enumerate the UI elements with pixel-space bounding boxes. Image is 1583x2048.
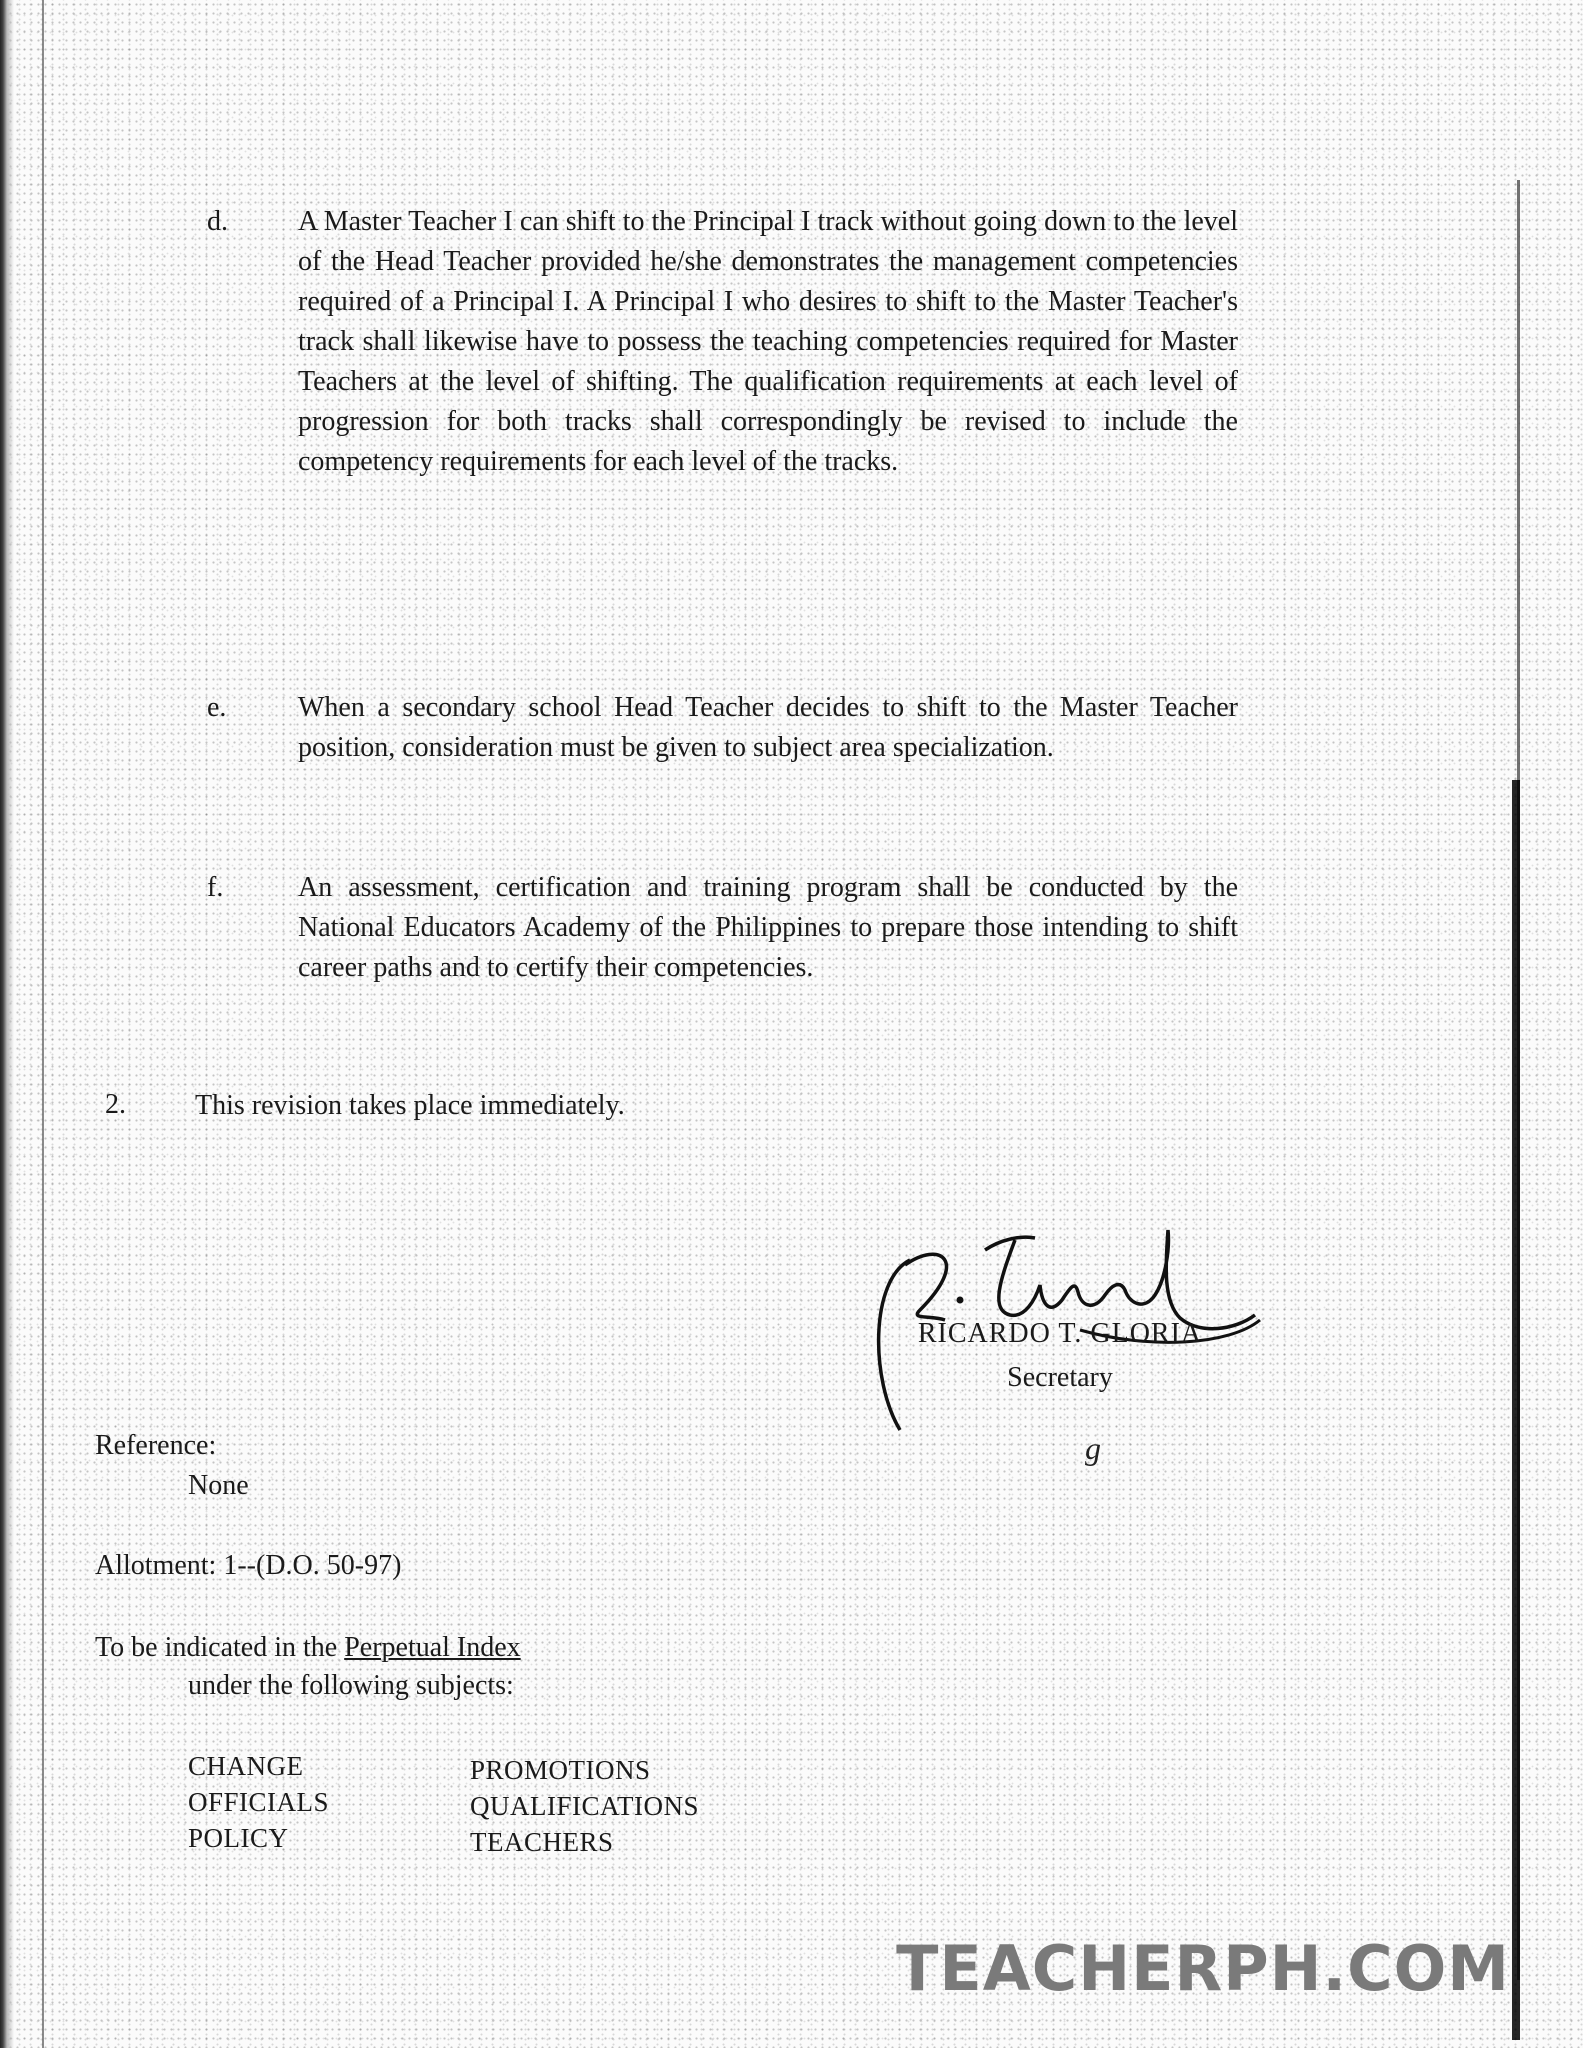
reference-value: None: [188, 1470, 249, 1501]
item-f-marker: f.: [207, 872, 224, 903]
signer-title: Secretary: [1007, 1362, 1113, 1393]
section-2-marker: 2.: [105, 1089, 126, 1120]
scan-margin-line: [42, 0, 44, 2048]
section-2-text: This revision takes place immediately.: [195, 1090, 625, 1121]
reference-label: Reference:: [95, 1430, 217, 1461]
signature-initials: g: [1085, 1430, 1101, 1466]
subjects-col-1: [188, 1748, 329, 1856]
signer-name: RICARDO T. GLORIA: [917, 1318, 1203, 1349]
allotment: Allotment: 1--(D.O. 50-97): [95, 1550, 402, 1581]
index-line-1: [95, 1630, 521, 1666]
item-f-text: An assessment, certification and training program shall be conducted by the National Educators Academy of the Philippines to prepare those intending to shift career paths and to certify their competencies.: [298, 872, 1238, 983]
item-e-text: When a secondary school Head Teacher decides to shift to the Master Teacher position, consideration must be given to subject area specialization.: [298, 692, 1238, 763]
subject-item: CHANGE: [188, 1751, 304, 1781]
subject-item: PROMOTIONS: [470, 1755, 651, 1785]
index-prefix: To be indicated in the: [95, 1632, 338, 1663]
subjects-col-2: [470, 1752, 699, 1860]
item-d-marker: d.: [207, 206, 228, 237]
subject-item: QUALIFICATIONS: [470, 1791, 699, 1821]
item-e-marker: e.: [207, 692, 227, 723]
scan-left-edge: [0, 0, 14, 2048]
perpetual-index-link: Perpetual Index: [344, 1632, 521, 1663]
subject-item: POLICY: [188, 1823, 289, 1853]
scan-right-bar: [1512, 780, 1520, 2040]
index-line-2: under the following subjects:: [188, 1670, 514, 1701]
item-d-text: A Master Teacher I can shift to the Principal I track without going down to the level of the Head Teacher provided he/she demonstrates the management competencies required of a Principal I. A Principal I who desires to shift to the Master Teacher's track shall likewise have to possess the teaching competencies required for Master Teachers at the level of shifting. The qualification requirements at each level of progression for both tracks shall correspondingly be revised to include the competency requirements for each level of the tracks.: [298, 206, 1238, 477]
subject-item: TEACHERS: [470, 1827, 614, 1857]
subject-item: OFFICIALS: [188, 1787, 330, 1817]
site-watermark: TEACHERPH.COM: [896, 1932, 1510, 2005]
